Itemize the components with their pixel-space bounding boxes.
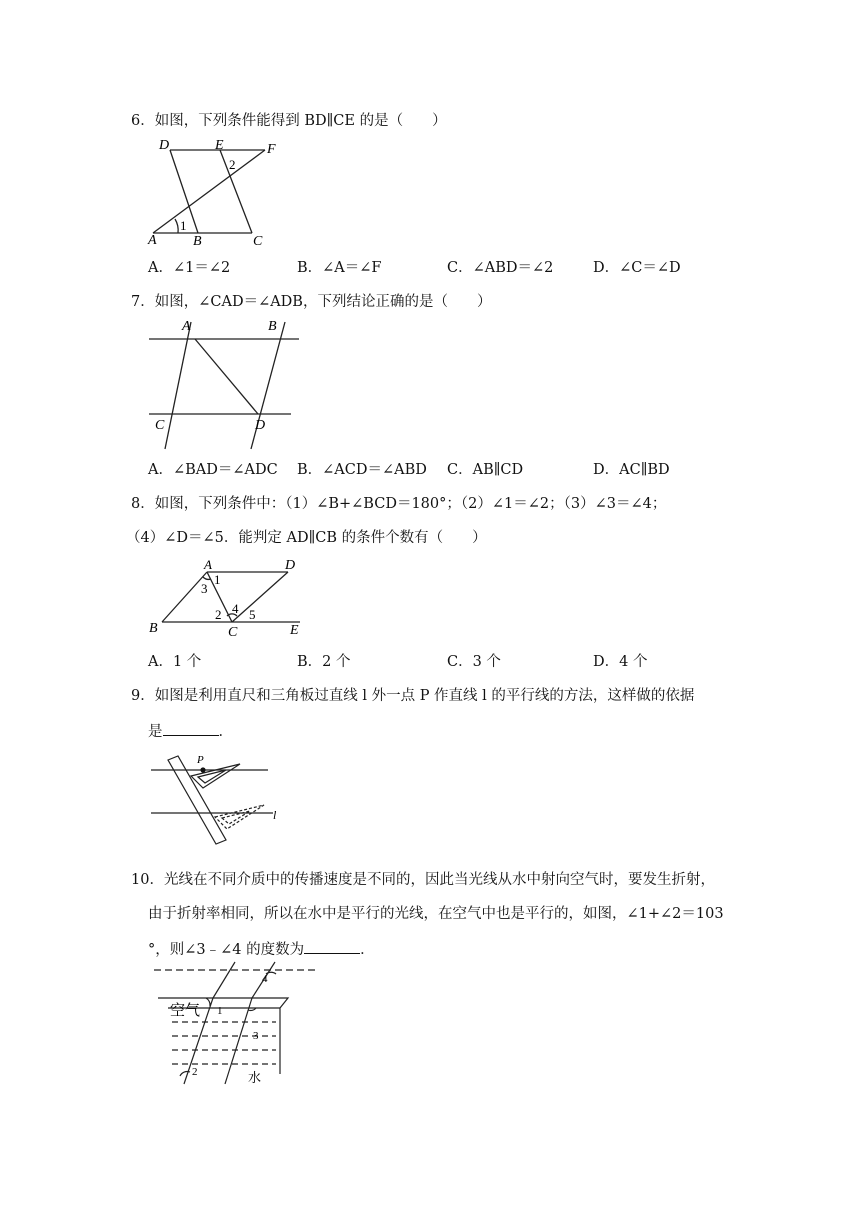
q8-label-D: D: [285, 558, 296, 573]
q7-option-b: B．∠ACD＝∠ABD: [297, 462, 427, 478]
q6-label-B: B: [193, 234, 202, 249]
q6-label-D: D: [159, 138, 170, 153]
q9-answer-blank: [163, 723, 219, 736]
q8-stem-line1: 8．如图，下列条件中：（1）∠B+∠BCD＝180°；（2）∠1＝∠2；（3）∠3＝∠4；: [131, 496, 667, 512]
q10-figure: [150, 962, 320, 1092]
q9-stem-suffix: ．: [218, 724, 233, 740]
q8-option-d: D．4 个: [593, 654, 648, 670]
q10-label-3: 3: [253, 1030, 259, 1042]
q8-label-A: A: [204, 557, 212, 572]
q9-stem-prefix: 是: [148, 724, 163, 740]
q8-label-B: B: [149, 621, 158, 636]
q7-option-c: C．AB∥CD: [447, 462, 524, 478]
q8-label-3: 3: [201, 581, 208, 596]
q8-option-b: B．2 个: [297, 654, 351, 670]
q6-figure: [145, 136, 285, 249]
q7-option-a: A．∠BAD＝∠ADC: [148, 462, 278, 478]
q8-option-c: C．3 个: [447, 654, 501, 670]
q10-label-air: 空气: [170, 1003, 201, 1019]
q6-option-a: A．∠1＝∠2: [148, 260, 231, 276]
q9-figure: [148, 752, 288, 852]
q9-label-l: l: [273, 808, 277, 822]
q6-option-b: B．∠A＝∠F: [297, 260, 382, 276]
q8-label-1: 1: [214, 572, 221, 587]
q6-label-F: F: [267, 142, 276, 157]
q7-stem: 7．如图，∠CAD＝∠ADB，下列结论正确的是（ ）: [131, 294, 492, 310]
q7-label-B: B: [268, 319, 277, 334]
q6-label-2: 2: [229, 157, 236, 172]
q10-stem-line1: 10．光线在不同介质中的传播速度是不同的，因此当光线从水中射向空气时，要发生折射，: [131, 872, 715, 888]
q8-label-C: C: [228, 625, 238, 640]
q7-label-C: C: [155, 418, 165, 433]
q9-label-P: P: [197, 754, 204, 766]
q7-figure: [145, 316, 305, 461]
q7-label-A: A: [182, 319, 191, 334]
q8-stem-line2: （4）∠D＝∠5．能判定 AD∥CB 的条件个数有（ ）: [126, 530, 487, 546]
q8-figure: [145, 556, 315, 641]
q6-label-1: 1: [180, 218, 187, 233]
q6-label-E: E: [215, 138, 224, 153]
q8-label-4: 4: [232, 601, 239, 616]
q10-answer-blank: [304, 941, 360, 954]
q6-option-d: D．∠C＝∠D: [593, 260, 681, 276]
q9-stem-line2: [148, 723, 233, 740]
q8-label-2: 2: [215, 607, 222, 622]
q6-stem: 6．如图，下列条件能得到 BD∥CE 的是（ ）: [131, 113, 447, 129]
q7-option-d: D．AC∥BD: [593, 462, 670, 478]
q10-label-1: 1: [217, 1005, 223, 1017]
q6-label-C: C: [253, 234, 263, 249]
q8-option-a: A．1 个: [148, 654, 202, 670]
q9-stem-line1: 9．如图是利用直尺和三角板过直线 l 外一点 P 作直线 l 的平行线的方法，这样做的依据: [131, 688, 695, 704]
q10-label-2: 2: [192, 1066, 198, 1078]
q10-stem-suffix: ．: [360, 942, 375, 958]
q6-option-c: C．∠ABD＝∠2: [447, 260, 554, 276]
q7-label-D: D: [255, 418, 266, 433]
q10-label-water: 水: [248, 1070, 262, 1085]
q6-label-A: A: [148, 233, 157, 248]
q10-stem-line2: 由于折射率相同，所以在水中是平行的光线，在空气中也是平行的，如图，∠1+∠2＝103: [148, 906, 724, 922]
q10-stem-prefix: °，则∠3﹣∠4 的度数为: [148, 942, 305, 958]
q8-label-E: E: [290, 623, 299, 638]
q10-stem-line3: [148, 941, 375, 958]
q10-label-4: 4: [262, 973, 268, 985]
q8-label-5: 5: [249, 607, 256, 622]
